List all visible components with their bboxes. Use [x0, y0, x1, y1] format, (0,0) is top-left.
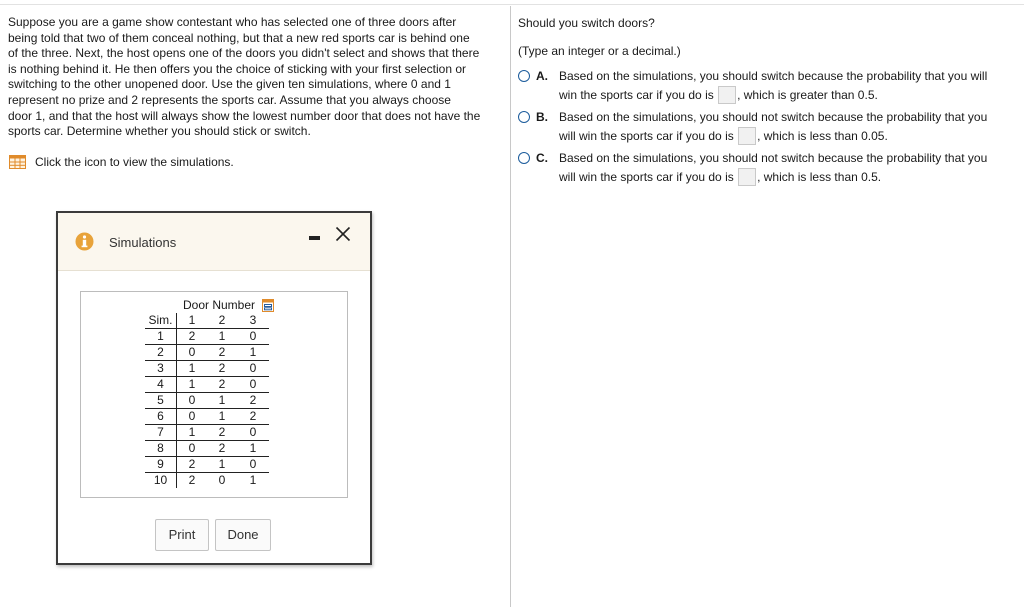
option-b-radio[interactable]	[518, 111, 530, 123]
door-cell: 1	[177, 425, 208, 441]
door-number-label: Door Number	[183, 298, 256, 312]
option-a-answer-input[interactable]	[718, 86, 736, 104]
table-row	[145, 441, 269, 457]
problem-line: switching to the other unopened door. Use the given ten simulations, where 0 and 1	[8, 77, 451, 92]
option-b-text-line2: will win the sports car if you do is	[559, 129, 734, 143]
door-cell: 1	[237, 345, 269, 361]
door-cell: 1	[207, 409, 237, 425]
question-hint: (Type an integer or a decimal.)	[518, 44, 681, 58]
minimize-button[interactable]	[309, 236, 320, 240]
copy-data-icon[interactable]	[262, 299, 274, 312]
door-cell: 2	[207, 361, 237, 377]
table-row	[145, 457, 269, 473]
sim-cell: 10	[145, 473, 177, 489]
view-simulations-label[interactable]: Click the icon to view the simulations.	[35, 155, 234, 169]
problem-line: sports car. Determine whether you should stick or switch.	[8, 124, 311, 139]
option-a-letter: A.	[536, 69, 548, 83]
table-grid-icon[interactable]	[9, 155, 26, 169]
option-c-radio[interactable]	[518, 152, 530, 164]
option-b-answer-input[interactable]	[738, 127, 756, 145]
sim-cell: 7	[145, 425, 177, 441]
simulations-table	[145, 313, 269, 488]
table-row	[145, 329, 269, 345]
table-row	[145, 425, 269, 441]
door-cell: 1	[249, 473, 257, 487]
door-cell: 0	[177, 409, 208, 425]
door-cell: 0	[237, 377, 269, 393]
door-cell: 2	[177, 329, 208, 345]
option-c-text-line2: will win the sports car if you do is	[559, 170, 734, 184]
table-row	[145, 361, 269, 377]
sim-cell: 2	[145, 345, 177, 361]
sim-cell: 9	[145, 457, 177, 473]
print-button[interactable]: Print	[155, 519, 209, 551]
option-b-letter: B.	[536, 110, 548, 124]
door-cell: 1	[177, 377, 208, 393]
option-a-text-line2: win the sports car if you do is	[559, 88, 714, 102]
sim-cell: 8	[145, 441, 177, 457]
door-cell: 2	[207, 345, 237, 361]
door-cell: 0	[177, 393, 208, 409]
close-icon	[335, 226, 351, 242]
door-cell: 1	[207, 457, 237, 473]
table-row	[145, 345, 269, 361]
question-prompt: Should you switch doors?	[518, 16, 655, 30]
sim-cell: 5	[145, 393, 177, 409]
table-row	[145, 377, 269, 393]
door-cell: 0	[237, 457, 269, 473]
table-row	[145, 409, 269, 425]
door-cell: 2	[237, 409, 269, 425]
problem-line: Suppose you are a game show contestant who has selected one of three doors after	[8, 15, 457, 29]
door-cell: 2	[188, 473, 196, 487]
door-cell: 0	[237, 329, 269, 345]
sim-cell: 3	[145, 361, 177, 377]
info-icon	[75, 232, 94, 251]
option-c-letter: C.	[536, 151, 548, 165]
dialog-title: Simulations	[109, 235, 177, 250]
door-cell: 2	[207, 441, 237, 457]
problem-line: of the three. Next, the host opens one of the doors you didn't select and shows that there	[8, 46, 480, 61]
header-door-2: 2	[207, 313, 237, 329]
door-cell: 1	[237, 441, 269, 457]
sim-cell: 6	[145, 409, 177, 425]
option-b-text-suffix: , which is less than 0.05.	[757, 129, 888, 143]
option-a-text-suffix: , which is greater than 0.5.	[737, 88, 878, 102]
door-cell: 1	[207, 393, 237, 409]
door-cell: 0	[237, 425, 269, 441]
option-a-radio[interactable]	[518, 70, 530, 82]
door-number-header	[183, 298, 274, 312]
door-cell: 2	[177, 457, 208, 473]
option-a-text-line1: Based on the simulations, you should switch because the probability that you will	[559, 69, 988, 83]
header-door-1: 1	[177, 313, 208, 329]
header-sim: Sim.	[145, 313, 177, 329]
door-cell: 0	[177, 441, 208, 457]
simulations-dialog	[56, 211, 372, 565]
door-cell: 0	[237, 361, 269, 377]
door-cell: 2	[207, 377, 237, 393]
problem-line: door 1, and that the host will always show the lowest number door that does not have the	[8, 108, 481, 123]
door-cell: 1	[177, 361, 208, 377]
dialog-header	[58, 213, 370, 271]
option-c-text-suffix: , which is less than 0.5.	[757, 170, 882, 184]
door-cell: 1	[207, 329, 237, 345]
option-b-text-line1: Based on the simulations, you should not switch because the probability that you	[559, 110, 988, 124]
option-c-text-line1: Based on the simulations, you should not switch because the probability that you	[559, 151, 988, 165]
door-cell: 0	[177, 345, 208, 361]
table-row	[145, 473, 269, 489]
door-cell: 2	[237, 393, 269, 409]
view-simulations-link[interactable]	[9, 155, 234, 169]
close-button[interactable]	[335, 224, 351, 246]
option-c-answer-input[interactable]	[738, 168, 756, 186]
door-cell: 0	[218, 473, 226, 487]
problem-line: being told that two of them conceal nothing, but that a new red sports car is behind one	[8, 30, 470, 45]
table-row	[145, 393, 269, 409]
done-button[interactable]: Done	[215, 519, 271, 551]
panel-divider	[510, 6, 511, 607]
problem-statement	[8, 15, 504, 140]
problem-line: is nothing behind it. He then offers you the choice of sticking with your first selection or	[8, 61, 467, 76]
top-border	[0, 4, 1024, 5]
sim-cell: 4	[145, 377, 177, 393]
header-door-3: 3	[237, 313, 269, 329]
door-cell: 2	[207, 425, 237, 441]
table-header-row	[145, 313, 269, 329]
sim-cell: 1	[145, 329, 177, 345]
problem-line: represent no prize and 2 represents the sports car. Assume that you always choose	[8, 92, 451, 107]
simulations-table-frame	[80, 291, 348, 498]
